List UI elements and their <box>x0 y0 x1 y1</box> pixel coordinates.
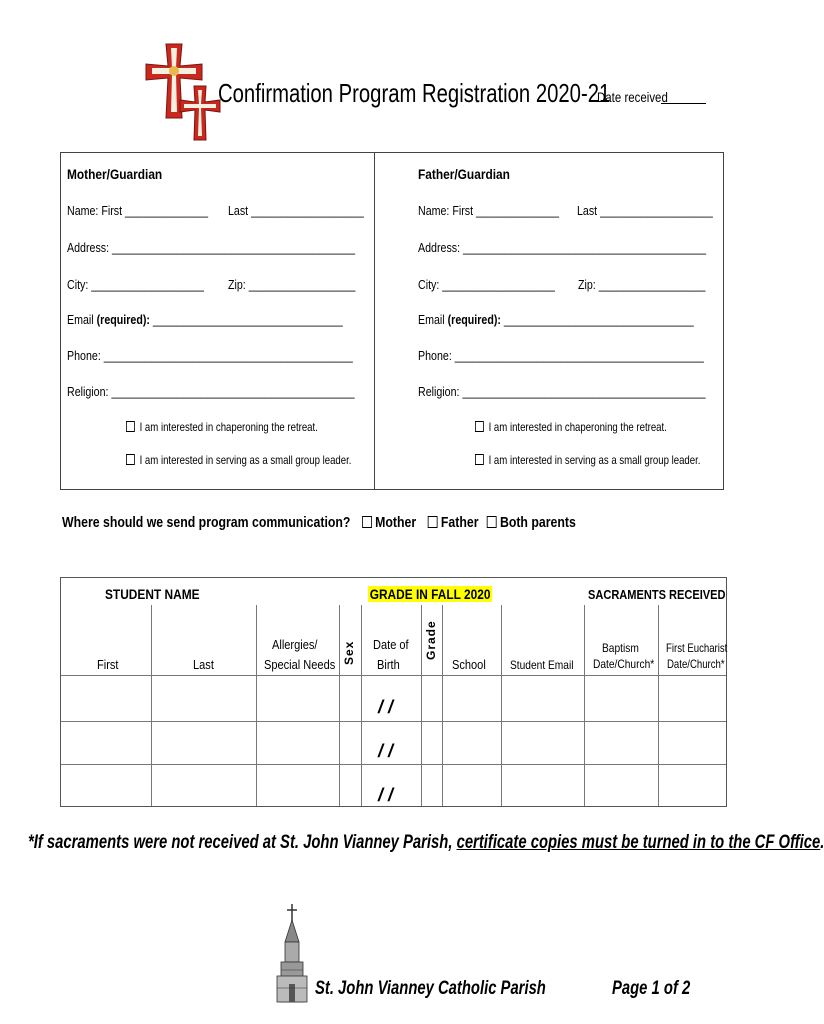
checkbox-icon[interactable] <box>126 421 135 432</box>
checkbox-icon[interactable] <box>126 454 135 465</box>
row-divider <box>61 764 726 765</box>
checkbox-icon[interactable] <box>475 454 484 465</box>
student-name-heading: STUDENT NAME <box>105 586 200 602</box>
mother-religion-field[interactable]: Religion: _________________________________________ <box>67 384 355 399</box>
mother-city-field[interactable]: City: ___________________ <box>67 277 204 292</box>
father-chaperone-option[interactable] <box>475 420 667 434</box>
date-received-field[interactable] <box>661 103 706 104</box>
mother-address-field[interactable]: Address: _________________________________________ <box>67 240 356 255</box>
crosses-logo-icon <box>140 30 220 150</box>
column-divider <box>339 605 340 806</box>
option-label: I am interested in serving as a small group leader. <box>139 453 352 467</box>
col-allergies-line1: Allergies/ <box>272 637 318 652</box>
email-required-label: (required): <box>96 312 150 327</box>
col-baptism-line2: Date/Church* <box>593 657 655 671</box>
checkbox-icon[interactable] <box>362 516 372 528</box>
col-first: First <box>97 657 119 672</box>
sacrament-footnote <box>28 832 824 854</box>
column-divider <box>151 605 152 806</box>
father-zip-field[interactable]: Zip: __________________ <box>578 277 706 292</box>
col-eucharist-line2: Date/Church* <box>667 657 725 671</box>
form-title: Confirmation Program Registration 2020-21 <box>218 78 611 108</box>
col-dob-line2: Birth <box>377 657 400 672</box>
mother-first-name-field[interactable]: Name: First ______________ <box>67 203 209 218</box>
father-address-field[interactable]: Address: _________________________________________ <box>418 240 707 255</box>
row-divider <box>61 675 726 676</box>
grade-fall-heading: GRADE IN FALL 2020 <box>369 586 491 602</box>
row-divider <box>61 721 726 722</box>
father-phone-field[interactable]: Phone: __________________________________________ <box>418 348 704 363</box>
father-religion-field[interactable]: Religion: _________________________________________ <box>418 384 706 399</box>
dob-field-row1[interactable]: / / <box>378 697 394 717</box>
footnote-tail: . <box>820 832 824 853</box>
col-allergies-line2: Special Needs <box>264 657 336 672</box>
email-label: Email <box>67 312 94 327</box>
communication-question-text: Where should we send program communication? <box>62 514 351 531</box>
mother-phone-field[interactable]: Phone: __________________________________________ <box>67 348 353 363</box>
email-line: ________________________________ <box>152 312 343 327</box>
sacraments-heading: SACRAMENTS RECEIVED <box>588 587 726 602</box>
col-eucharist-line1: First Eucharist <box>666 641 728 655</box>
col-baptism-line1: Baptism <box>602 641 639 655</box>
dob-field-row3[interactable]: / / <box>378 785 394 805</box>
mother-leader-option[interactable] <box>126 453 351 467</box>
parent-divider <box>374 152 375 489</box>
col-school: School <box>452 657 486 672</box>
email-required-label: (required): <box>447 312 501 327</box>
communication-question <box>62 514 576 531</box>
page-number: Page 1 of 2 <box>612 978 691 999</box>
checkbox-icon[interactable] <box>475 421 484 432</box>
church-icon <box>277 904 307 1004</box>
father-first-name-field[interactable]: Name: First ______________ <box>418 203 560 218</box>
column-divider <box>442 605 443 806</box>
col-grade: Grade <box>424 620 438 660</box>
col-sex: Sex <box>342 640 356 665</box>
option-father: Father <box>440 514 479 531</box>
dob-field-row2[interactable]: / / <box>378 741 394 761</box>
mother-zip-field[interactable]: Zip: __________________ <box>228 277 356 292</box>
checkbox-icon[interactable] <box>487 516 497 528</box>
column-divider <box>256 605 257 806</box>
father-last-name-field[interactable]: Last ___________________ <box>577 203 713 218</box>
father-heading: Father/Guardian <box>418 166 510 182</box>
column-divider <box>421 605 422 806</box>
option-label: I am interested in chaperoning the retreat. <box>488 420 667 434</box>
column-divider <box>584 605 585 806</box>
option-mother: Mother <box>375 514 417 531</box>
mother-last-name-field[interactable]: Last ___________________ <box>228 203 364 218</box>
option-label: I am interested in serving as a small group leader. <box>488 453 701 467</box>
col-dob-line1: Date of <box>373 637 409 652</box>
date-received-label: Date received <box>597 89 668 105</box>
father-city-field[interactable]: City: ___________________ <box>418 277 555 292</box>
checkbox-icon[interactable] <box>428 516 438 528</box>
footnote-lead: *If sacraments were not received at St. John Vianney Parish, <box>28 832 457 853</box>
email-label: Email <box>418 312 445 327</box>
col-student-email: Student Email <box>510 658 574 672</box>
mother-heading: Mother/Guardian <box>67 166 163 182</box>
father-leader-option[interactable] <box>475 453 700 467</box>
column-divider <box>501 605 502 806</box>
option-both-parents: Both parents <box>499 514 576 531</box>
parish-name: St. John Vianney Catholic Parish <box>315 978 546 999</box>
footnote-underlined: certificate copies must be turned in to the CF Office <box>456 832 821 853</box>
email-line: ________________________________ <box>503 312 694 327</box>
mother-email-field[interactable] <box>67 312 343 327</box>
col-last: Last <box>193 657 214 672</box>
student-table <box>60 577 727 807</box>
mother-chaperone-option[interactable] <box>126 420 318 434</box>
column-divider <box>361 605 362 806</box>
option-label: I am interested in chaperoning the retreat. <box>139 420 318 434</box>
father-email-field[interactable] <box>418 312 694 327</box>
column-divider <box>658 605 659 806</box>
